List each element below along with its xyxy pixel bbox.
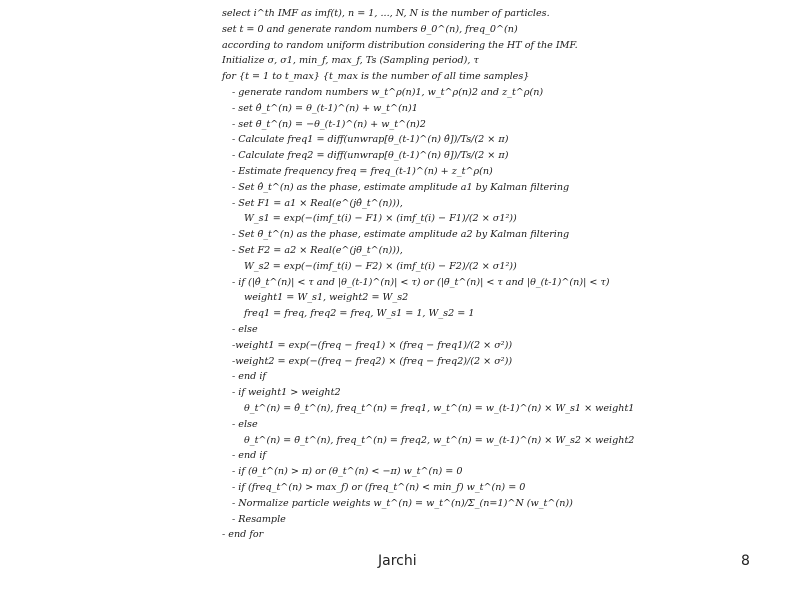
footer-author: Jarchi [378,553,417,569]
algorithm-line: - Calculate freq1 = diff(unwrap[θ_(t-1)^(n) θ̂])/Ts/(2 × π) [232,134,509,146]
algorithm-line: - end if [232,371,266,383]
algorithm-line: - if (θ_t^(n) > π) or (θ_t^(n) < −π) w_t^(n) = 0 [232,466,463,478]
algorithm-line: set t = 0 and generate random numbers θ_0^(n), freq_0^(n) [222,23,518,35]
algorithm-line: - else [232,323,258,335]
algorithm-line: - Calculate freq2 = diff(unwrap[θ_(t-1)^(n) θ̃])/Ts/(2 × π) [232,150,509,162]
algorithm-block [218,6,635,543]
algorithm-line: freq1 = freq, freq2 = freq, W_s1 = 1, W_s2 = 1 [244,308,475,320]
algorithm-line: - if (freq_t^(n) > max_f) or (freq_t^(n) < min_f) w_t^(n) = 0 [232,481,526,493]
algorithm-line: Initialize σ, σ1, min_f, max_f, Ts (Sampling period), τ [222,55,479,67]
algorithm-line: - Set θ̃_t^(n) as the phase, estimate amplitude a2 by Kalman filtering [232,229,570,241]
algorithm-line: - if weight1 > weight2 [232,387,341,399]
algorithm-line: - set θ̂_t^(n) = θ_(t-1)^(n) + w_t^(n)1 [232,102,418,114]
algorithm-line: θ_t^(n) = θ̂_t^(n), freq_t^(n) = freq1, w_t^(n) = w_(t-1)^(n) × W_s1 × weight1 [244,402,635,414]
algorithm-line: - if (|θ̂_t^(n)| < τ and |θ_(t-1)^(n)| < τ) or (|θ̃_t^(n)| < τ and |θ_(t-1)^(n)| < τ) [232,276,610,288]
algorithm-line: - Set F2 = a2 × Real(e^(jθ̃_t^(n))), [232,244,403,256]
algorithm-line: - else [232,418,258,430]
algorithm-line: - Normalize particle weights w_t^(n) = w_t^(n)/Σ_(n=1)^N (w_t^(n)) [232,497,573,509]
algorithm-line: -weight1 = exp(−(freq − freq1) × (freq − freq1)/(2 × σ²)) [232,339,513,351]
algorithm-line: -weight2 = exp(−(freq − freq2) × (freq − freq2)/(2 × σ²)) [232,355,513,367]
algorithm-line: θ_t^(n) = θ̃_t^(n), freq_t^(n) = freq2, w_t^(n) = w_(t-1)^(n) × W_s2 × weight2 [244,434,635,446]
algorithm-line: - end if [232,450,266,462]
algorithm-line: - Set θ̂_t^(n) as the phase, estimate amplitude a1 by Kalman filtering [232,181,570,193]
algorithm-line: select i^th IMF as imf(t), n = 1, ..., N, N is the number of particles. [222,8,550,19]
algorithm-line: - set θ̃_t^(n) = −θ_(t-1)^(n) + w_t^(n)2 [232,118,426,130]
algorithm-line: according to random uniform distribution considering the HT of the IMF. [222,39,578,51]
algorithm-line: W_s2 = exp(−(imf_t(i) − F2) × (imf_t(i) − F2)/(2 × σ1²)) [244,260,517,272]
algorithm-line: - generate random numbers w_t^ρ(n)1, w_t^ρ(n)2 and z_t^ρ(n) [232,86,544,98]
algorithm-line: - Set F1 = a1 × Real(e^(jθ̂_t^(n))), [232,197,403,209]
algorithm-line: - end for [222,529,264,541]
algorithm-line: W_s1 = exp(−(imf_t(i) − F1) × (imf_t(i) − F1)/(2 × σ1²)) [244,213,517,225]
algorithm-line: - Resample [232,513,286,525]
algorithm-line: - Estimate frequency freq = freq_(t-1)^(n) + z_t^ρ(n) [232,165,493,177]
page-number: 8 [741,553,750,569]
algorithm-line: for {t = 1 to t_max} {t_max is the number of all time samples} [222,71,530,83]
algorithm-line: weight1 = W_s1, weight2 = W_s2 [244,292,409,304]
